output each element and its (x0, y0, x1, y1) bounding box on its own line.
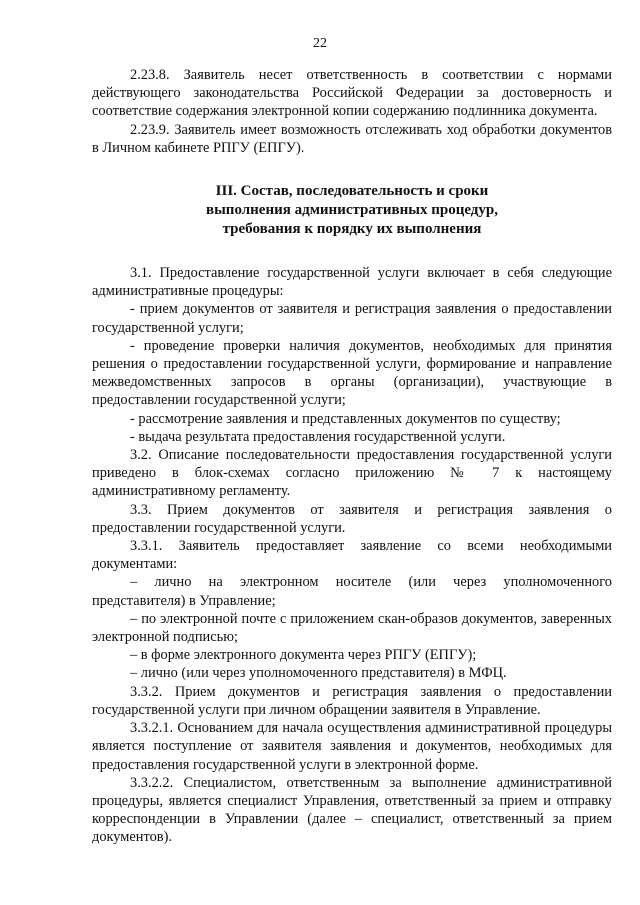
list-item-procedure-1: - прием документов от заявителя и регистрация заявления о предоставлении государственной услуги; (92, 301, 612, 336)
paragraph-3-1: 3.1. Предоставление государственной услуги включает в себя следующие административные процедуры: (92, 265, 612, 300)
section-heading-line-2: выполнения административных процедур, (205, 202, 498, 219)
paragraph-3-3-2-2: 3.3.2.2. Специалистом, ответственным за выполнение административной процедуры, является специалист Управления, ответственный за прием и отправку корреспонденции в Управлении (далее – специалист, ответственный за прием документов). (92, 774, 612, 846)
list-item-submission-3: – в форме электронного документа через РПГУ (ЕПГУ); (130, 647, 477, 664)
paragraph-3-3: 3.3. Прием документов от заявителя и регистрация заявления о предоставлении государственной услуги. (92, 501, 612, 536)
list-item-submission-1: – лично на электронном носителе (или через уполномоченного представителя) в Управление; (92, 574, 612, 609)
page-number: 22 (313, 36, 327, 51)
list-item-submission-4: – лично (или через уполномоченного представителя) в МФЦ. (130, 665, 507, 682)
section-heading-line-3: требования к порядку их выполнения (222, 221, 482, 238)
paragraph-3-3-2-1: 3.3.2.1. Основанием для начала осуществления административной процедуры является поступление от заявителя заявления и документов, необходимых для предоставления государственной услуги в электронной форме. (92, 720, 612, 773)
paragraph-2-23-8: 2.23.8. Заявитель несет ответственность в соответствии с нормами действующего законодательства Российской Федерации за достоверность и соответствие содержания электронной копии содержанию подлинника документа. (92, 67, 612, 120)
section-heading-line-1: III. Состав, последовательность и сроки (215, 183, 489, 200)
paragraph-3-3-2: 3.3.2. Прием документов и регистрация заявления о предоставлении государственной услуги при личном обращении заявителя в Управление. (92, 683, 612, 718)
paragraph-2-23-9: 2.23.9. Заявитель имеет возможность отслеживать ход обработки документов в Личном кабинете РПГУ (ЕПГУ). (92, 121, 612, 156)
list-item-procedure-4: - выдача результата предоставления государственной услуги. (130, 428, 506, 445)
section-heading (92, 182, 612, 239)
list-item-procedure-3: - рассмотрение заявления и представленных документов по существу; (130, 410, 561, 427)
list-item-procedure-2: - проведение проверки наличия документов, необходимых для принятия решения о предоставлении государственной услуги, формирование и направление межведомственных запросов в органы (организации), участвующие в предоставлении государственной услуги; (92, 337, 612, 409)
list-item-submission-2: – по электронной почте с приложением скан-образов документов, заверенных электронной подписью; (92, 610, 612, 646)
paragraph-3-3-1: 3.3.1. Заявитель предоставляет заявление со всеми необходимыми документами: (92, 538, 612, 573)
document-body (92, 66, 612, 847)
paragraph-3-2: 3.2. Описание последовательности предоставления государственной услуги приведено в блок-схемах согласно приложению № 7 к настоящему административному регламенту. (92, 447, 612, 500)
